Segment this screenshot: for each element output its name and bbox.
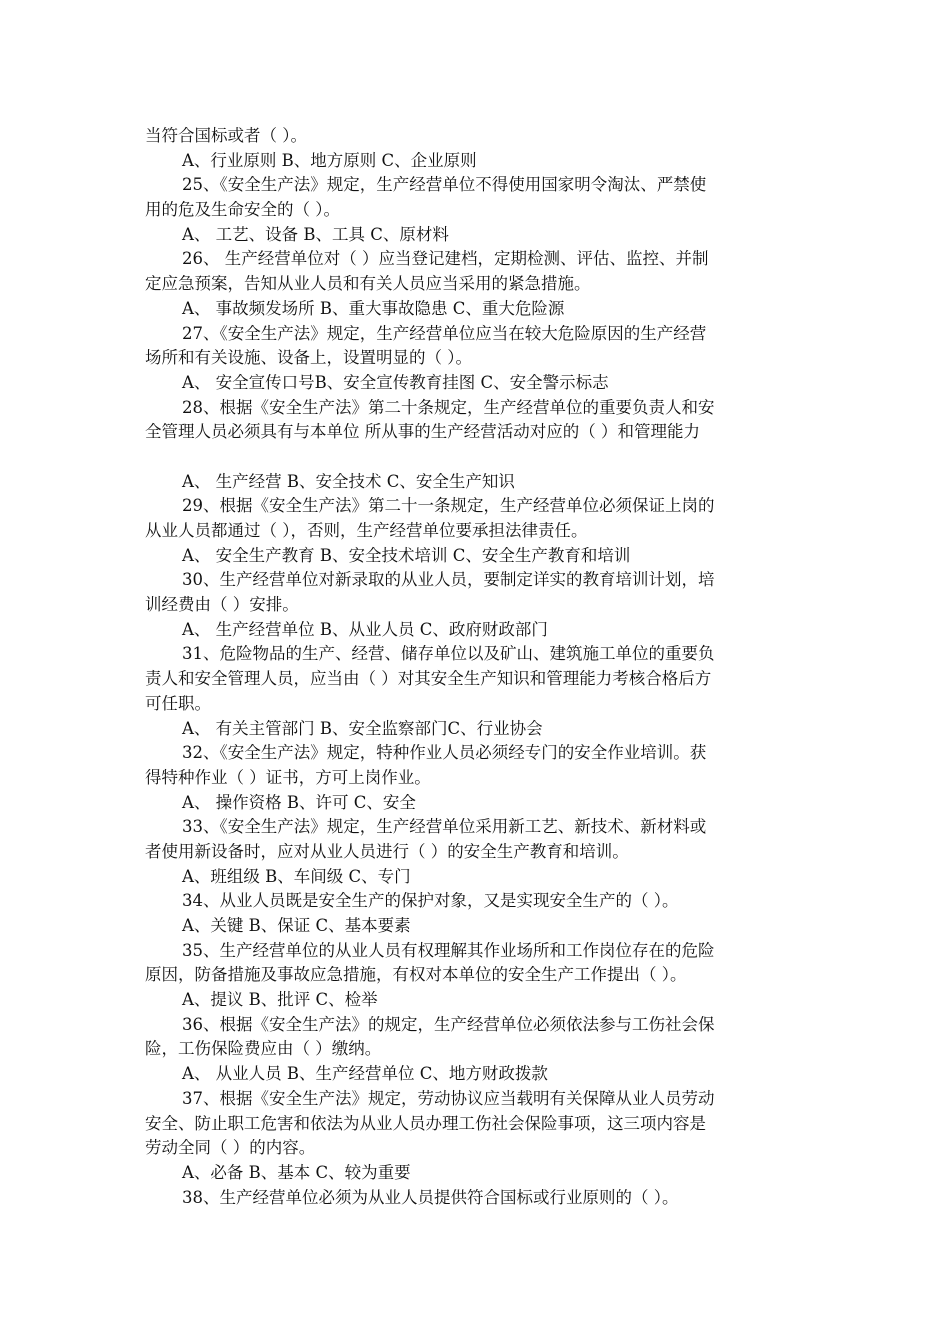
text-line: 38、生产经营单位必须为从业人员提供符合国标或行业原则的（ ）。 <box>182 1187 679 1207</box>
text-line: 者使用新设备时，应对从业人员进行（ ）的安全生产教育和培训。 <box>145 841 629 861</box>
text-line: 场所和有关设施、设备上，设置明显的（ ）。 <box>145 348 472 368</box>
text-line: 36、根据《安全生产法》的规定，生产经营单位必须依法参与工伤社会保 <box>182 1014 715 1034</box>
text-line: A、 从业人员 B、生产经营单位 C、地方财政拨款 <box>182 1064 548 1084</box>
text-line: A、必备 B、基本 C、较为重要 <box>182 1162 411 1182</box>
text-line: 34、从业人员既是安全生产的保护对象，又是实现安全生产的（ ）。 <box>182 891 679 911</box>
text-line: A、 事故频发场所 B、重大事故隐患 C、重大危险源 <box>182 298 565 318</box>
text-line: 原因，防备措施及事故应急措施，有权对本单位的安全生产工作提出（ ）。 <box>145 965 687 985</box>
text-line: A、 安全生产教育 B、安全技术培训 C、安全生产教育和培训 <box>182 545 631 565</box>
text-line: 险，工伤保险费应由（ ）缴纳。 <box>145 1039 382 1059</box>
text-line: 37、根据《安全生产法》规定，劳动协议应当载明有关保障从业人员劳动 <box>182 1088 715 1108</box>
text-line: A、行业原则 B、地方原则 C、企业原则 <box>182 150 477 170</box>
text-line: A、 操作资格 B、许可 C、安全 <box>182 792 416 812</box>
text-line: A、提议 B、批评 C、检举 <box>182 990 378 1010</box>
text-line: A、关键 B、保证 C、基本要素 <box>182 916 411 935</box>
text-line: 责人和安全管理人员，应当由（ ）对其安全生产知识和管理能力考核合格后方 <box>145 669 712 689</box>
text-line: A、 生产经营 B、安全技术 C、安全生产知识 <box>182 471 515 491</box>
text-line: 25、《安全生产法》规定，生产经营单位不得使用国家明令淘汰、严禁使 <box>182 175 707 195</box>
blank-line <box>145 445 811 470</box>
text-line: A、 有关主管部门 B、安全监察部门C、行业协会 <box>182 718 543 738</box>
text-line: 30、生产经营单位对新录取的从业人员，要制定详实的教育培训计划，培 <box>182 570 715 590</box>
text-line: 定应急预案，告知从业人员和有关人员应当采用的紧急措施。 <box>145 274 591 294</box>
text-line: A、 生产经营单位 B、从业人员 C、政府财政部门 <box>182 619 548 639</box>
text-line: 31、危险物品的生产、经营、储存单位以及矿山、建筑施工单位的重要负 <box>182 644 715 664</box>
text-line: 安全、防止职工危害和依法为从业人员办理工伤社会保险事项，这三项内容是 <box>145 1113 706 1133</box>
text-line: 33、《安全生产法》规定，生产经营单位采用新工艺、新技术、新材料或 <box>182 817 707 837</box>
text-line: 用的危及生命安全的（ ）。 <box>145 200 340 220</box>
text-line: 32、《安全生产法》规定，特种作业人员必须经专门的安全作业培训。获 <box>182 743 707 763</box>
document-page <box>145 124 811 1210</box>
text-line: 劳动全同（ ）的内容。 <box>145 1138 316 1158</box>
text-line: A、班组级 B、车间级 C、专门 <box>182 866 411 886</box>
text-line: A、 工艺、设备 B、工具 C、原材料 <box>182 224 449 244</box>
text-line: A、 安全宣传口号B、安全宣传教育挂图 C、安全警示标志 <box>182 372 609 392</box>
text-line: 从业人员都通过（ ），否则，生产经营单位要承担法律责任。 <box>145 521 588 540</box>
text-line: 当符合国标或者（ ）。 <box>145 126 307 145</box>
text-line: 训经费由（ ）安排。 <box>145 595 299 615</box>
text-line: 35、生产经营单位的从业人员有权理解其作业场所和工作岗位存在的危险 <box>182 940 715 960</box>
text-line: 得特种作业（ ）证书，方可上岗作业。 <box>145 767 431 787</box>
text-line: 全管理人员必须具有与本单位 所从事的生产经营活动对应的（ ）和管理能力 <box>145 422 700 442</box>
text-line: 26、 生产经营单位对（ ）应当登记建档，定期检测、评估、监控、并制 <box>182 249 709 269</box>
text-line: 27、《安全生产法》规定，生产经营单位应当在较大危险原因的生产经营 <box>182 323 707 343</box>
text-line: 可任职。 <box>145 693 211 713</box>
text-line: 29、根据《安全生产法》第二十一条规定，生产经营单位必须保证上岗的 <box>182 496 715 516</box>
text-line: 28、根据《安全生产法》第二十条规定，生产经营单位的重要负责人和安 <box>182 397 715 417</box>
